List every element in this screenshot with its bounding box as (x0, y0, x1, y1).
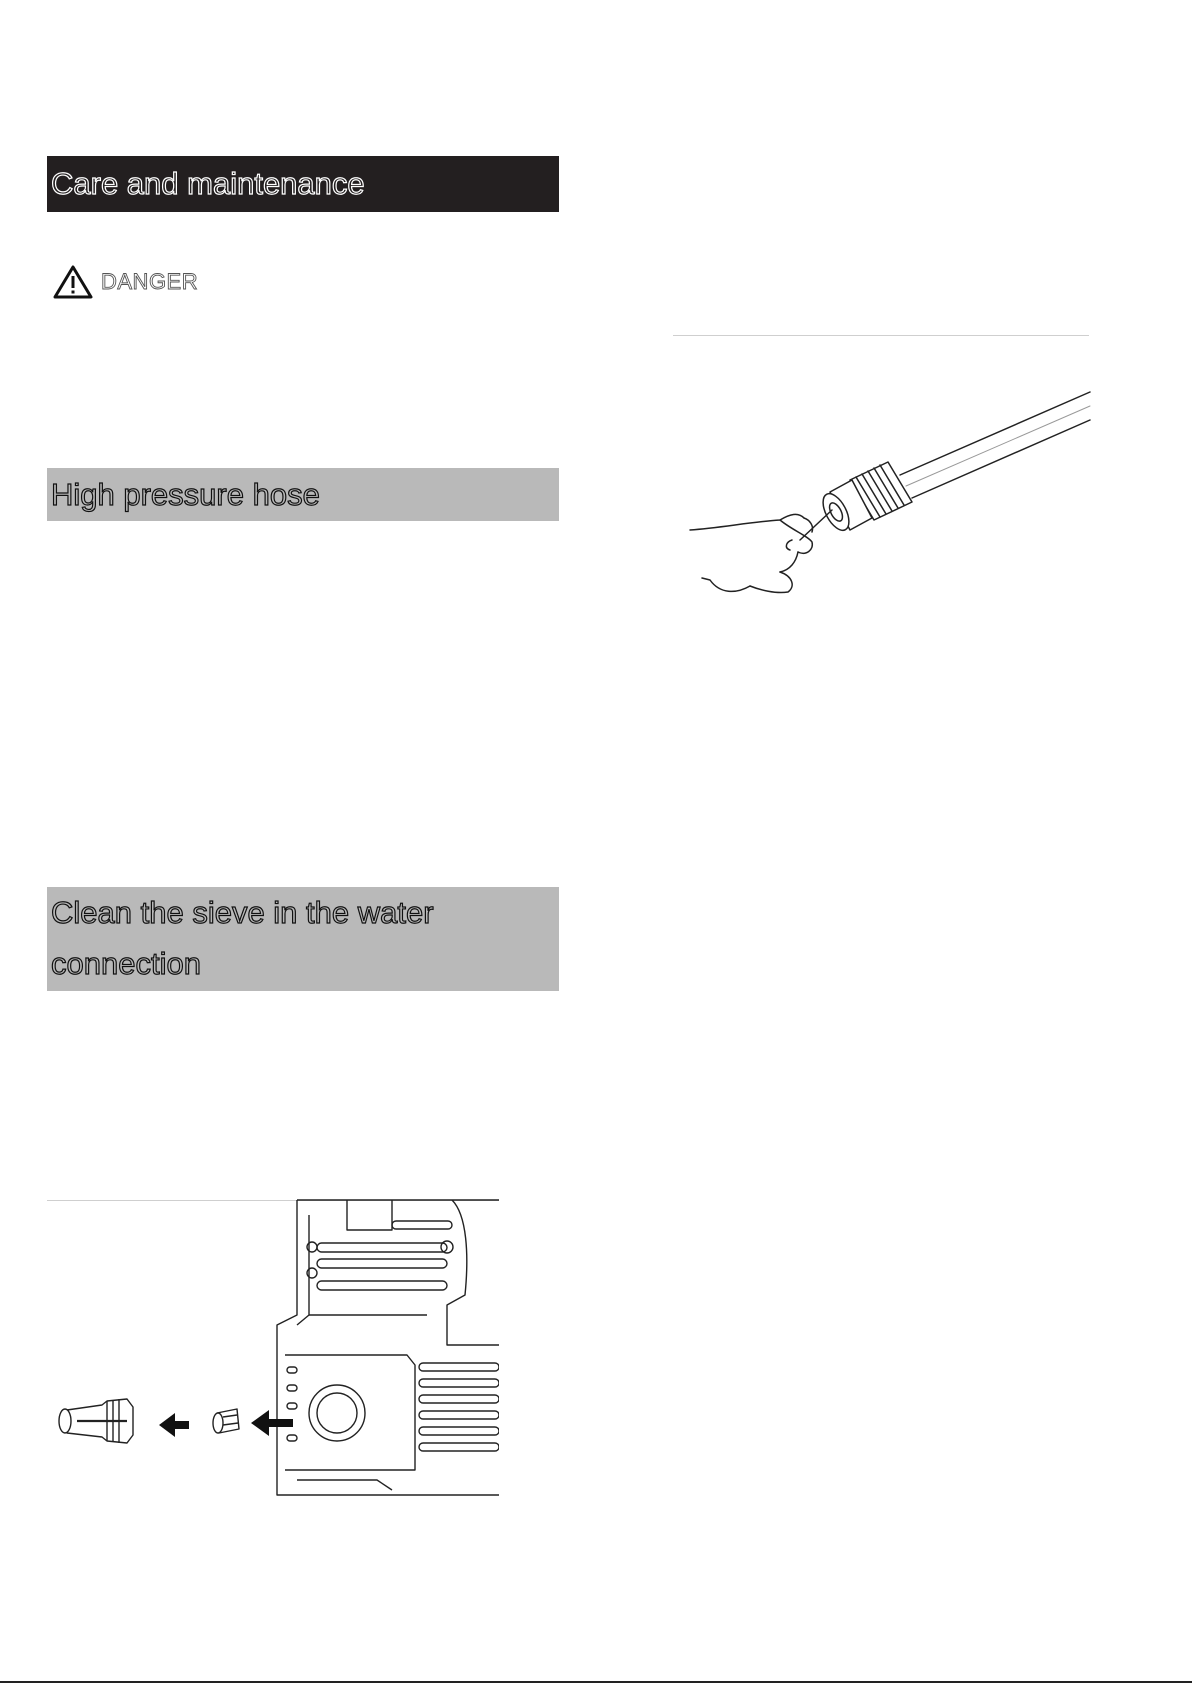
high-pressure-hose-title: High pressure hose (51, 477, 320, 512)
clean-sieve-heading (47, 887, 559, 991)
care-maintenance-title: Care and maintenance (51, 166, 365, 201)
page-bottom-rule (0, 1681, 1192, 1683)
clean-sieve-title-line1: Clean the sieve in the water (51, 895, 434, 930)
danger-label: DANGER (101, 269, 199, 294)
sieve-removal-illustration (47, 1195, 499, 1505)
clean-sieve-title-line2: connection (51, 946, 201, 981)
care-maintenance-heading (47, 156, 559, 212)
divider-right (673, 335, 1089, 336)
warning-triangle-icon (53, 265, 93, 299)
danger-notice (53, 264, 198, 300)
high-pressure-hose-heading (47, 468, 559, 521)
hose-cleaning-illustration (680, 380, 1092, 620)
